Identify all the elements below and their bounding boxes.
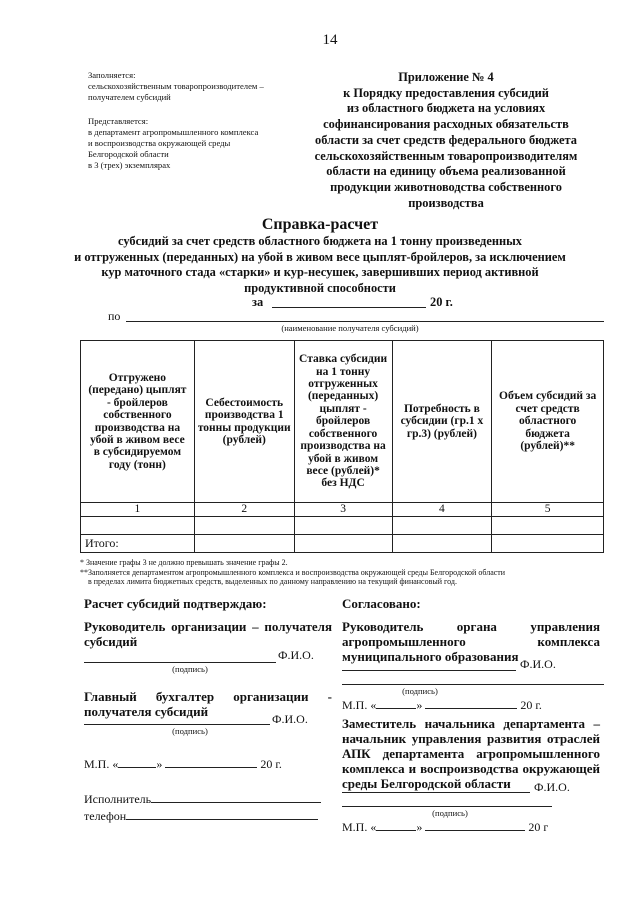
accountant-label: Главный бухгалтер организации - получателя субсидий — [84, 689, 332, 719]
agreed-label: Согласовано: — [342, 596, 421, 611]
subtitle-line-2: и отгруженных (переданных) на убой в живом весе цыплят-бройлеров, за исключением — [74, 249, 566, 264]
appendix-line-5: сельскохозяйственным товаропроизводителям — [314, 148, 578, 163]
right-month-line[interactable] — [425, 708, 517, 709]
right-stamp-date — [342, 698, 542, 713]
recipient-caption: (наименование получателя субсидий) — [281, 323, 419, 333]
header-col-2: Себестоимость производства 1 тонны продукции (рублей) — [194, 341, 294, 503]
header-col-5: Объем субсидий за счет средств областного бюджета (рублей)** — [492, 341, 604, 503]
recipient-prefix: по — [108, 309, 121, 323]
data-cell-4[interactable] — [392, 517, 492, 535]
submitted-text-1: в департамент агропромышленного комплекса — [88, 127, 259, 137]
appendix-line-3: софинансирования расходных обязательств — [323, 117, 569, 132]
filled-text-1: сельскохозяйственным товаропроизводителем – — [88, 81, 264, 91]
doc-title: Справка-расчет — [261, 216, 379, 233]
municipal-sign-line[interactable] — [342, 670, 516, 671]
subtitle-line-4: продуктивной способности — [244, 280, 396, 295]
filled-text-2: получателем субсидий — [88, 92, 171, 102]
appendix-title: Приложение № 4 — [398, 70, 494, 84]
col-number-5: 5 — [492, 503, 604, 517]
data-cell-3[interactable] — [294, 517, 392, 535]
period-label: за — [252, 295, 264, 309]
deputy-extra-line — [342, 806, 552, 807]
total-cell-2[interactable] — [194, 535, 294, 553]
municipal-head-label: Руководитель органа управления агропромышленного комплекса муниципального образования — [342, 619, 600, 664]
footnote-2b: в пределах лимита бюджетных средств, выделенных по данному направлению на текущий финансовый год. — [88, 577, 457, 586]
executor-label: Исполнитель — [84, 792, 152, 806]
data-cell-2[interactable] — [194, 517, 294, 535]
head-signature-caption: (подпись) — [172, 664, 208, 674]
right-mp-label: М.П. « — [342, 698, 377, 712]
municipal-fio: Ф.И.О. — [520, 657, 556, 671]
head-sign-line[interactable] — [84, 662, 276, 663]
doc-subtitle — [70, 234, 570, 296]
appendix-line-1: к Порядку предоставления субсидий — [343, 85, 549, 100]
right2-mp-year: 20 г — [528, 820, 549, 834]
period-line[interactable] — [272, 307, 426, 308]
filled-by-block — [88, 70, 308, 103]
right-mp-year: 20 г. — [520, 698, 542, 712]
municipal-signature-caption: (подпись) — [402, 686, 438, 696]
accountant-fio: Ф.И.О. — [272, 712, 308, 726]
executor-row — [84, 792, 321, 807]
head-org-label: Руководитель организации – получателя субсидий — [84, 619, 332, 649]
table-header-row — [81, 341, 604, 503]
subsidy-table — [80, 340, 604, 553]
col-number-2: 2 — [194, 503, 294, 517]
total-cell-3[interactable] — [294, 535, 392, 553]
period-year: 20 г. — [430, 295, 453, 309]
col-number-3: 3 — [294, 503, 392, 517]
appendix-line-6: области на единицу объема реализованной — [326, 164, 566, 179]
data-cell-5[interactable] — [492, 517, 604, 535]
accountant-sign-line[interactable] — [84, 724, 270, 725]
appendix-line-4: области за счет средств федерального бюджета — [315, 132, 577, 147]
total-cell-5[interactable] — [492, 535, 604, 553]
col-number-4: 4 — [392, 503, 492, 517]
right-day-line[interactable] — [376, 708, 416, 709]
submitted-label: Представляется: — [88, 116, 149, 126]
appendix-line-8: производства — [408, 195, 484, 210]
phone-line[interactable] — [126, 819, 318, 820]
page-number: 14 — [322, 32, 338, 48]
filled-label: Заполняется: — [88, 70, 136, 80]
left-mp-year: 20 г. — [260, 757, 282, 771]
right2-day-line[interactable] — [376, 830, 416, 831]
left-month-line[interactable] — [165, 767, 257, 768]
table-total-row — [81, 535, 604, 553]
left-stamp-date — [84, 757, 282, 772]
submitted-text-3: Белгородской области — [88, 149, 169, 159]
left-day-line[interactable] — [118, 767, 156, 768]
left-mp-label: М.П. « — [84, 757, 119, 771]
appendix-block — [290, 70, 602, 211]
header-col-1: Отгружено (передано) цыплят - бройлеров собственного производства на убой в живом весе в субсидируемом году (тонн) — [81, 341, 195, 503]
recipient-line[interactable] — [126, 321, 604, 322]
col-number-1: 1 — [81, 503, 195, 517]
footnote-2a: **Заполняется департаментом агропромышленного комплекса и воспроизводства окружающей среды Белгородской области — [80, 567, 506, 577]
deputy-label: Заместитель начальника департамента – начальник управления развития отраслей АПК департамента агропромышленного комплекса и воспроизводства окружающей среды Белгородской области — [342, 716, 600, 791]
right2-mp-mid: » — [416, 820, 423, 834]
footnotes — [80, 558, 620, 587]
table-number-row — [81, 503, 604, 517]
left-mp-mid: » — [156, 757, 163, 771]
phone-row — [84, 809, 318, 824]
total-label: Итого: — [81, 535, 195, 553]
right-stamp-date-2 — [342, 820, 548, 835]
header-col-4: Потребность в субсидии (гр.1 х гр.3) (рублей) — [392, 341, 492, 503]
subtitle-line-3: кур маточного стада «старки» и кур-несушек, завершивших период активной — [101, 265, 539, 279]
submitted-block — [88, 116, 308, 171]
total-cell-4[interactable] — [392, 535, 492, 553]
right2-mp-label: М.П. « — [342, 820, 377, 834]
head-fio: Ф.И.О. — [278, 648, 314, 662]
footnote-1: * Значение графы 3 не должно превышать значение графы 2. — [80, 558, 288, 567]
accountant-signature-caption: (подпись) — [172, 726, 208, 736]
appendix-line-7: продукции животноводства собственного — [330, 179, 562, 194]
deputy-sign-line[interactable] — [342, 792, 530, 793]
header-col-3: Ставка субсидии на 1 тонну отгруженных (переданных) цыплят - бройлеров собственного производства на убой в живом весе (рублей)* без НДС — [294, 341, 392, 503]
right-mp-mid: » — [416, 698, 423, 712]
data-cell-1[interactable] — [81, 517, 195, 535]
appendix-line-2: из областного бюджета на условиях — [346, 101, 546, 116]
executor-line[interactable] — [151, 802, 321, 803]
phone-label: телефон — [84, 809, 127, 823]
deputy-signature-caption: (подпись) — [432, 808, 468, 818]
table-data-row — [81, 517, 604, 535]
subtitle-line-1: субсидий за счет средств областного бюджета на 1 тонну произведенных — [118, 234, 522, 248]
municipal-extra-line — [342, 684, 604, 685]
deputy-fio: Ф.И.О. — [534, 780, 570, 794]
right2-month-line[interactable] — [425, 830, 525, 831]
confirm-label: Расчет субсидий подтверждаю: — [84, 596, 267, 611]
submitted-text-2: и воспроизводства окружающей среды — [88, 138, 231, 148]
submitted-text-4: в 3 (трех) экземплярах — [88, 160, 171, 170]
